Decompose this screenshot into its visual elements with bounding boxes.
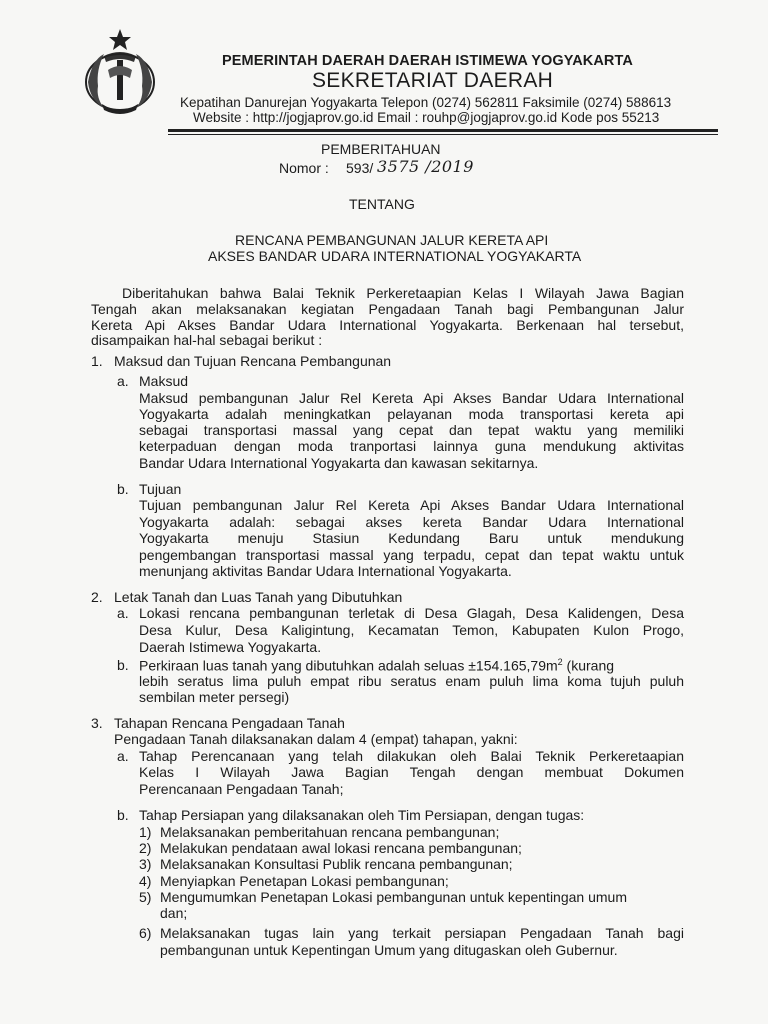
intro-line: Tengah akan melaksanakan kegiatan Pengadaan Tanah bagi Pembangunan Jalur [91, 301, 684, 317]
intro-line: Kereta Api Akses Bandar Udara International Yogyakarta. Berkenaan hal tersebut, [91, 317, 684, 333]
section-3-title: Tahapan Rencana Pengadaan Tanah [114, 715, 345, 731]
section-1a-title: Maksud [139, 373, 189, 389]
section-1a-line: Bandar Udara International Yogyakarta dan kawasan sekitarnya. [139, 455, 539, 471]
section-1a-marker: a. [117, 373, 129, 389]
section-1-title: Maksud dan Tujuan Rencana Pembangunan [114, 353, 392, 369]
task-text: Menyiapkan Penetapan Lokasi pembangunan; [160, 873, 449, 889]
coat-of-arms-logo [74, 26, 166, 118]
section-2b-marker: b. [117, 657, 129, 673]
notice-about: TENTANG [349, 196, 415, 212]
notice-heading: PEMBERITAHUAN [321, 141, 441, 157]
section-3-intro: Pengadaan Tanah dilaksanakan dalam 4 (empat) tahapan, yakni: [114, 731, 518, 747]
section-2b-line-first [139, 657, 614, 674]
notice-subject-line2: AKSES BANDAR UDARA INTERNATIONAL YOGYAKARTA [208, 248, 582, 264]
section-3a-line: Tahap Perencanaan yang telah dilakukan oleh Balai Teknik Perkeretaapian [139, 748, 684, 764]
task-number: 4) [139, 873, 152, 889]
task-text: pembangunan untuk Kepentingan Umum yang ditugaskan oleh Gubernur. [160, 942, 618, 958]
section-2-title: Letak Tanah dan Luas Tanah yang Dibutuhkan [114, 589, 403, 605]
section-1a-line: Maksud pembangunan Jalur Rel Kereta Api Akses Bandar Udara International [139, 390, 684, 406]
task-text: Mengumumkan Penetapan Lokasi pembangunan untuk kepentingan umum [160, 889, 627, 905]
section-1a-line: keterpaduan dengan moda tranportasi lainnya guna mendukung aktivitas [139, 438, 684, 454]
notice-number-handwritten: 3575 /2019 [377, 157, 474, 176]
task-number: 1) [139, 824, 152, 840]
intro-line: Diberitahukan bahwa Balai Teknik Perkeretaapian Kelas I Wilayah Jawa Bagian [122, 285, 684, 301]
letterhead-rule-thin [168, 134, 718, 135]
section-2a-line: Daerah Istimewa Yogyakarta. [139, 639, 322, 655]
letterhead-government: PEMERINTAH DAERAH DAERAH ISTIMEWA YOGYAKARTA [222, 53, 633, 69]
notice-number-label: Nomor : [279, 160, 329, 176]
task-number: 3) [139, 856, 152, 872]
notice-number-prefix: 593/ [346, 160, 374, 176]
letterhead-address: Kepatihan Danurejan Yogyakarta Telepon (0274) 562811 Faksimile (0274) 588613 [180, 95, 672, 110]
section-2b-area-tail: (kurang [562, 657, 615, 674]
section-1b-line: menunjang aktivitas Bandar Udara International Yogyakarta. [139, 563, 512, 579]
section-1b-line: Tujuan pembangunan Jalur Rel Kereta Api Akses Bandar Udara International [139, 497, 684, 513]
section-3a-marker: a. [117, 748, 129, 764]
section-2b-line: lebih seratus lima puluh empat ribu seratus enam puluh lima koma tujuh puluh [139, 673, 684, 689]
section-2a-line: Desa Kulur, Desa Kaligintung, Kecamatan Temon, Kabupaten Kulon Progo, [139, 622, 684, 638]
section-3b-title: Tahap Persiapan yang dilaksanakan oleh Tim Persiapan, dengan tugas: [139, 807, 585, 823]
task-number: 5) [139, 889, 152, 905]
section-2a-line: Lokasi rencana pembangunan terletak di Desa Glagah, Desa Kalidengen, Desa [139, 605, 684, 621]
task-number: 2) [139, 840, 152, 856]
task-text: dan; [160, 905, 188, 921]
letterhead-web: Website : http://jogjaprov.go.id Email : rouhp@jogjaprov.go.id Kode pos 55213 [193, 110, 660, 125]
task-text: Melaksanakan tugas lain yang terkait persiapan Pengadaan Tanah bagi [160, 925, 684, 941]
letterhead-office: SEKRETARIAT DAERAH [312, 69, 554, 92]
intro-line: disampaikan hal-hal sebagai berikut : [91, 332, 323, 348]
task-text: Melaksanakan Konsultasi Publik rencana pembangunan; [160, 856, 513, 872]
section-1b-line: Yogyakarta menuju Stasiun Kedundang Baru untuk mendukung [139, 530, 684, 546]
section-3a-line: Kelas I Wilayah Jawa Bagian Tengah dengan membuat Dokumen [139, 764, 684, 780]
task-number: 6) [139, 925, 152, 941]
section-2-number: 2. [91, 589, 103, 605]
notice-subject-line1: RENCANA PEMBANGUNAN JALUR KERETA API [235, 232, 549, 248]
section-3b-marker: b. [117, 807, 129, 823]
task-text: Melaksanakan pemberitahuan rencana pembangunan; [160, 824, 500, 840]
section-2b-superscript: 2 [557, 657, 563, 667]
section-1a-line: sebagai transportasi massal yang cepat dan tepat waktu yang memiliki [139, 422, 684, 438]
section-1b-line: Yogyakarta adalah: sebagai akses kereta Bandar Udara International [139, 514, 684, 530]
section-3a-line: Perencanaan Pengadaan Tanah; [139, 781, 344, 797]
section-2a-marker: a. [117, 605, 129, 621]
section-1b-line: pengembangan transportasi massal yang terpadu, cepat dan tepat waktu untuk [139, 547, 684, 563]
section-1-number: 1. [91, 353, 103, 369]
section-1b-marker: b. [117, 481, 129, 497]
section-2b-line: sembilan meter persegi) [139, 689, 290, 705]
section-2b-area-text: Perkiraan luas tanah yang dibutuhkan adalah seluas ±154.165,79m [139, 657, 558, 674]
section-1a-line: Yogyakarta adalah meningkatkan pelayanan moda transportasi kereta api [139, 406, 684, 422]
section-3-number: 3. [91, 715, 103, 731]
letterhead-rule-thick [168, 129, 718, 132]
task-text: Melakukan pendataan awal lokasi rencana pembangunan; [160, 840, 522, 856]
section-1b-title: Tujuan [139, 481, 182, 497]
